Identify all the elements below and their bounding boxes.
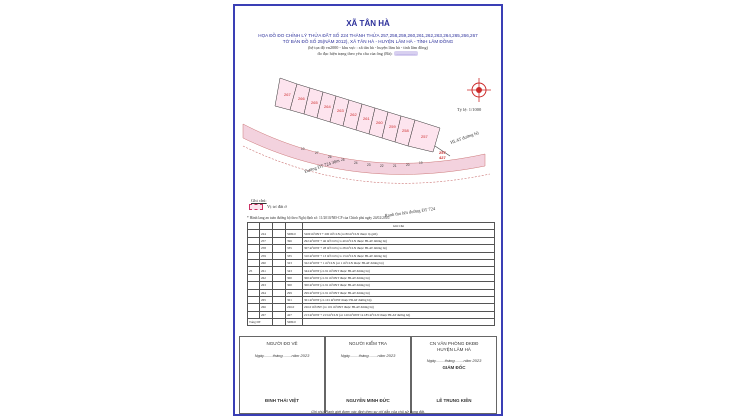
table-cell-c: [273, 289, 286, 296]
table-cell-b: 266: [260, 304, 273, 311]
signature-role-line1: CN VĂN PHÒNG ĐKĐĐ: [429, 341, 479, 346]
header-line-2: TỜ BẢN ĐỒ SỐ 25(NĂM 2012), XÃ TÂN HÀ - HUYỆN LÂM HÀ - TỈNH LÂM ĐỒNG: [282, 39, 454, 44]
table-cell-a: [248, 237, 260, 244]
parcel-map: [235, 6, 501, 246]
parcel-number: 21: [393, 164, 397, 168]
table-cell-a: [248, 289, 260, 296]
area-table: [247, 222, 495, 326]
legend-title: Ghi chú:: [251, 198, 267, 203]
signature-date: Ngày........tháng........năm 2023: [340, 352, 396, 358]
table-row: [248, 230, 495, 237]
table-cell-e: 226.0 m²ONT (có 101 m²ONT thuộc HLAT đường bộ): [303, 304, 495, 311]
table-cell-d: 301: [286, 296, 303, 303]
commune-title: XÃ TÂN HÀ: [346, 19, 390, 28]
parcel-number: 23: [367, 163, 371, 167]
parcel-number: 26: [328, 155, 332, 159]
table-row: [248, 259, 495, 266]
table-total-value: 5680.0: [286, 319, 303, 326]
parcel-label: 262: [350, 112, 357, 117]
table-cell-c: [273, 259, 286, 266]
table-cell-c: [273, 245, 286, 252]
header-line-3: (hệ tọa độ vn2000 - khu vực : xã tân hà - huyện lâm hà - tỉnh lâm đồng): [308, 45, 428, 50]
table-cell-d: 300: [286, 282, 303, 289]
parcel-number: 22: [380, 164, 384, 168]
table-row: [248, 237, 495, 244]
parcel-label: 265: [311, 100, 318, 105]
table-cell-d: 335: [286, 252, 303, 259]
signature-role: [412, 341, 496, 352]
table-cell-d: 299: [286, 289, 303, 296]
signature-name: NGUYỄN MINH ĐỨC: [346, 398, 390, 403]
table-cell-d: 323: [286, 259, 303, 266]
table-cell-b: 263: [260, 282, 273, 289]
table-cell-e: 307 m²ONT + 28 m²CLN (có 28 m²CLN thuộc HLAT đường bộ): [303, 245, 495, 252]
parcel-label: 258: [402, 128, 409, 133]
table-cell-a: [248, 296, 260, 303]
table-cell-b: 258: [260, 245, 273, 252]
legal-note: * Hành lang an toàn đường bộ theo Nghị định số: 11/2010/NĐ-CP của Chính phủ ngày 24/02/2010.: [247, 216, 391, 220]
table-cell-d: 226.0: [286, 304, 303, 311]
table-cell-e: 300 m²ONT (có 91 m²ONT thuộc HLAT đường bộ): [303, 274, 495, 281]
road-main-label: Đường ĐT 724 30m: [303, 157, 341, 174]
table-cell-b: 260: [260, 259, 273, 266]
table-cell-d: 396: [286, 237, 303, 244]
signature-surveyor: [239, 336, 325, 414]
table-cell-d: 335: [286, 245, 303, 252]
table-cell-a: [248, 274, 260, 281]
footer-note: Ghi chú: Ranh giới được xác định theo sự chỉ dẫn của chủ sử dụng đất.: [311, 410, 425, 414]
parcel-number: 10: [301, 147, 305, 151]
table-cell-a: [248, 304, 260, 311]
table-cell-c: [273, 252, 286, 259]
table-row: [248, 252, 495, 259]
legend-swatch: [249, 204, 263, 210]
table-cell-e: 344 m²ONT (có 91 m²ONT thuộc HLAT đường bộ): [303, 267, 495, 274]
parcel-number: 20: [406, 163, 410, 167]
parcel-label: 261: [363, 116, 370, 121]
signature-name: ĐINH THÁI VIỆT: [264, 398, 299, 403]
table-total-label: Tổng DT: [248, 319, 273, 326]
road-hlat-label: HLAT đường bộ: [449, 130, 480, 145]
table-row: [248, 304, 495, 311]
table-cell-b: 261: [260, 267, 273, 274]
table-cell-c: [273, 237, 286, 244]
requester-label: đo đạc hiện trạng theo yêu cầu của ông (Bà):: [317, 51, 393, 56]
table-cell-c: [273, 230, 286, 237]
table-cell-b: 259: [260, 252, 273, 259]
table-cell-a: [248, 259, 260, 266]
parcel-label: 266: [298, 96, 305, 101]
parcel-label: 260: [376, 120, 383, 125]
requester-stamp: ....................: [395, 51, 417, 56]
signature-checker: [325, 336, 411, 414]
callout-area: 427: [439, 155, 446, 160]
table-cell-e: 301 m²ONT (có 101 m²ONT thuộc HLAT đường bộ): [303, 296, 495, 303]
table-cell-c: [273, 304, 286, 311]
signature-title: GIÁM ĐỐC: [442, 365, 466, 370]
table-cell-a: [248, 230, 260, 237]
parcels-upper: [275, 78, 440, 152]
parcel-number: 19: [419, 161, 423, 165]
cadastral-sheet: [233, 4, 503, 416]
table-row: [248, 282, 495, 289]
table-cell-b: 264: [260, 289, 273, 296]
parcel-number: 25: [341, 158, 345, 162]
table-cell-e: 299 m²ONT (có 91 m²ONT thuộc HLAT đường bộ): [303, 289, 495, 296]
table-cell-c: [273, 267, 286, 274]
table-cell-a: [248, 282, 260, 289]
table-cell-e: 310 m²ONT + 13 m²CLN (có 13 m²CLN thuộc HLAT đường bộ): [303, 252, 495, 259]
signature-role: NGƯỜI KIỂM TRA: [348, 341, 388, 346]
table-cell-b: 267: [260, 311, 273, 318]
table-cell-d: 5680.0: [286, 230, 303, 237]
table-cell-e: 213 m²ONT + 213 m²CLN (có 120 m²ONT và 185 m²CLN thuộc HLAT đường bộ): [303, 311, 495, 318]
header-line-1: HỌA ĐỒ ĐO CHỈNH LÝ THỬA ĐẤT SỐ 224 THÀNH THỬA 257,258,259,260,261,262,263,264,265,266,267: [258, 33, 478, 38]
table-cell-a: 25: [248, 267, 260, 274]
signature-role-line2: HUYỆN LÂM HÀ: [437, 346, 471, 352]
table-row: [248, 245, 495, 252]
compass-icon: [467, 78, 491, 102]
signature-role: NGƯỜI ĐO VẼ: [266, 341, 298, 346]
table-header-notes: Ghi Chú: [303, 223, 495, 230]
map-scale: Tỷ lệ: 1/1000: [457, 107, 482, 112]
parcel-label: 263: [337, 108, 344, 113]
table-row: [248, 289, 495, 296]
signature-date: Ngày........tháng........năm 2023: [426, 358, 482, 363]
table-cell-b: 262: [260, 274, 273, 281]
table-row: [248, 296, 495, 303]
table-cell-e: 5200 m²ONT + 200 m²CLN (có 80 m²CLN thuộc lộ giới): [303, 230, 495, 237]
signature-office: [411, 336, 497, 414]
table-cell-c: [273, 282, 286, 289]
table-cell-c: [273, 296, 286, 303]
parcel-number: 27: [315, 151, 319, 155]
boundary-label: Ranh thu hồi đường ĐT 724: [384, 205, 436, 218]
signature-date: Ngày........tháng........năm 2023: [254, 352, 310, 358]
table-cell-a: [248, 311, 260, 318]
table-row: [248, 274, 495, 281]
callout-parcel: 257: [439, 150, 446, 155]
table-cell-d: 343: [286, 267, 303, 274]
table-row: [248, 267, 495, 274]
table-cell-d: 427: [286, 311, 303, 318]
table-row: [248, 311, 495, 318]
parcel-label: 267: [284, 92, 291, 97]
table-cell-b: 257: [260, 237, 273, 244]
legend-label: Vị trí đất ở: [267, 204, 287, 209]
table-cell-e: 322 m²ONT + 1 m²CLN (có 1 m²CLN thuộc HLAT đường bộ): [303, 259, 495, 266]
table-cell-e: 300 m²ONT (có 91 m²ONT thuộc HLAT đường bộ): [303, 282, 495, 289]
table-cell-c: [273, 311, 286, 318]
table-cell-c: [273, 274, 286, 281]
table-cell-a: [248, 245, 260, 252]
parcel-number: 24: [354, 161, 358, 165]
parcel-label: 257: [421, 134, 428, 139]
table-cell-d: 300: [286, 274, 303, 281]
signature-name: LÊ TRUNG KIÊN: [436, 398, 472, 403]
table-cell-b: 224: [260, 230, 273, 237]
parcel-label: 264: [324, 104, 331, 109]
table-cell-a: [248, 252, 260, 259]
parcel-label: 259: [389, 124, 396, 129]
table-cell-b: 265: [260, 296, 273, 303]
table-cell-e: 292 m²ONT + 46 m²CLN (có 40 m²CLN thuộc HLAT đường bộ): [303, 237, 495, 244]
